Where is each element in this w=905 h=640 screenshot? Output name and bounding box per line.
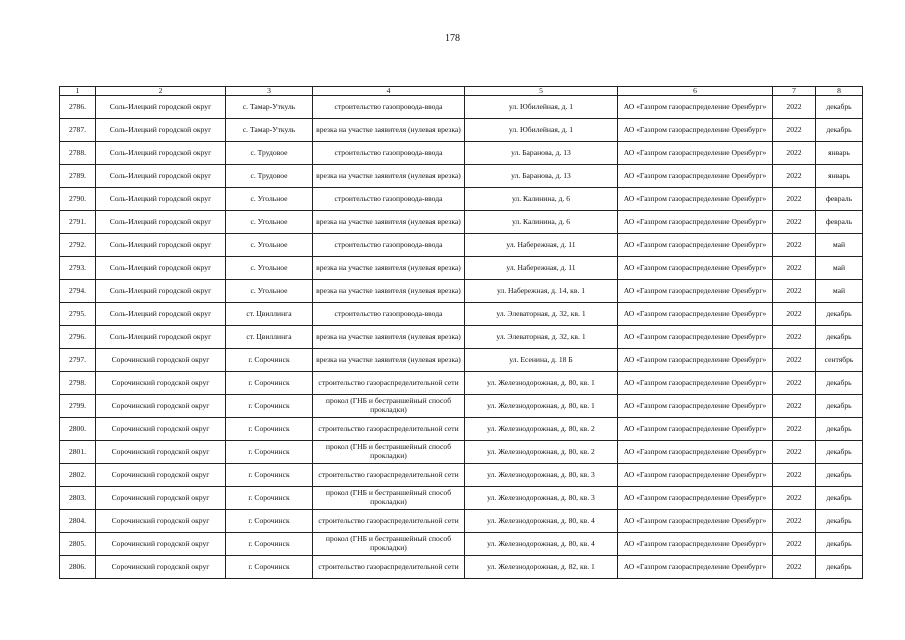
row-number-cell: 2795. — [60, 303, 96, 326]
year-cell: 2022 — [773, 188, 816, 211]
district-cell: Соль-Илецкий городской округ — [96, 257, 226, 280]
address-cell: ул. Железнодорожная, д. 80, кв. 4 — [465, 533, 618, 556]
year-cell: 2022 — [773, 257, 816, 280]
district-cell: Сорочинский городской округ — [96, 349, 226, 372]
month-cell: декабрь — [816, 556, 863, 579]
settlement-cell: с. Тамар-Уткуль — [226, 119, 313, 142]
table-row — [60, 349, 863, 372]
organization-cell: АО «Газпром газораспределение Оренбург» — [618, 119, 773, 142]
month-cell: декабрь — [816, 464, 863, 487]
settlement-cell: ст. Цвиллинга — [226, 303, 313, 326]
district-cell: Сорочинский городской округ — [96, 441, 226, 464]
settlement-cell: г. Сорочинск — [226, 556, 313, 579]
table-row — [60, 533, 863, 556]
district-cell: Сорочинский городской округ — [96, 372, 226, 395]
work-type-cell: строительство газопровода-ввода — [313, 303, 465, 326]
table-row — [60, 326, 863, 349]
work-type-cell: прокол (ГНБ и бестраншейный способ прокладки) — [313, 395, 465, 418]
month-cell: декабрь — [816, 418, 863, 441]
address-cell: ул. Железнодорожная, д. 80, кв. 3 — [465, 464, 618, 487]
year-cell: 2022 — [773, 280, 816, 303]
settlement-cell: г. Сорочинск — [226, 464, 313, 487]
organization-cell: АО «Газпром газораспределение Оренбург» — [618, 533, 773, 556]
month-cell: декабрь — [816, 372, 863, 395]
year-cell: 2022 — [773, 165, 816, 188]
address-cell: ул. Набережная, д. 14, кв. 1 — [465, 280, 618, 303]
table-row — [60, 395, 863, 418]
settlement-cell: г. Сорочинск — [226, 395, 313, 418]
district-cell: Соль-Илецкий городской округ — [96, 234, 226, 257]
year-cell: 2022 — [773, 372, 816, 395]
table-row — [60, 441, 863, 464]
settlement-cell: с. Угольное — [226, 188, 313, 211]
organization-cell: АО «Газпром газораспределение Оренбург» — [618, 510, 773, 533]
table-header-row — [60, 87, 863, 96]
organization-cell: АО «Газпром газораспределение Оренбург» — [618, 96, 773, 119]
organization-cell: АО «Газпром газораспределение Оренбург» — [618, 556, 773, 579]
month-cell: декабрь — [816, 441, 863, 464]
district-cell: Сорочинский городской округ — [96, 556, 226, 579]
table-row — [60, 188, 863, 211]
row-number-cell: 2802. — [60, 464, 96, 487]
work-type-cell: строительство газораспределительной сети — [313, 464, 465, 487]
address-cell: ул. Элеваторная, д. 32, кв. 1 — [465, 303, 618, 326]
work-type-cell: строительство газораспределительной сети — [313, 418, 465, 441]
district-cell: Соль-Илецкий городской округ — [96, 96, 226, 119]
work-type-cell: врезка на участке заявителя (нулевая врезка) — [313, 165, 465, 188]
district-cell: Соль-Илецкий городской округ — [96, 165, 226, 188]
month-cell: сентябрь — [816, 349, 863, 372]
settlement-cell: с. Тамар-Уткуль — [226, 96, 313, 119]
district-cell: Соль-Илецкий городской округ — [96, 280, 226, 303]
settlement-cell: г. Сорочинск — [226, 441, 313, 464]
address-cell: ул. Набережная, д. 11 — [465, 257, 618, 280]
address-cell: ул. Железнодорожная, д. 80, кв. 1 — [465, 372, 618, 395]
row-number-cell: 2791. — [60, 211, 96, 234]
address-cell: ул. Элеваторная, д. 32, кв. 1 — [465, 326, 618, 349]
table-row — [60, 165, 863, 188]
table-row — [60, 211, 863, 234]
work-type-cell: строительство газопровода-ввода — [313, 188, 465, 211]
address-cell: ул. Есенина, д. 18 Б — [465, 349, 618, 372]
column-header: 3 — [226, 87, 313, 96]
organization-cell: АО «Газпром газораспределение Оренбург» — [618, 487, 773, 510]
year-cell: 2022 — [773, 349, 816, 372]
column-header: 6 — [618, 87, 773, 96]
column-header: 7 — [773, 87, 816, 96]
work-type-cell: врезка на участке заявителя (нулевая врезка) — [313, 349, 465, 372]
year-cell: 2022 — [773, 234, 816, 257]
row-number-cell: 2788. — [60, 142, 96, 165]
address-cell: ул. Калинина, д. 6 — [465, 188, 618, 211]
table-row — [60, 372, 863, 395]
month-cell: февраль — [816, 188, 863, 211]
district-cell: Сорочинский городской округ — [96, 533, 226, 556]
work-type-cell: строительство газопровода-ввода — [313, 96, 465, 119]
row-number-cell: 2803. — [60, 487, 96, 510]
district-cell: Сорочинский городской округ — [96, 464, 226, 487]
month-cell: декабрь — [816, 96, 863, 119]
table-row — [60, 280, 863, 303]
settlement-cell: г. Сорочинск — [226, 349, 313, 372]
row-number-cell: 2801. — [60, 441, 96, 464]
year-cell: 2022 — [773, 211, 816, 234]
row-number-cell: 2804. — [60, 510, 96, 533]
address-cell: ул. Набережная, д. 11 — [465, 234, 618, 257]
work-type-cell: строительство газораспределительной сети — [313, 556, 465, 579]
address-cell: ул. Железнодорожная, д. 80, кв. 1 — [465, 395, 618, 418]
column-header: 4 — [313, 87, 465, 96]
settlement-cell: г. Сорочинск — [226, 533, 313, 556]
district-cell: Сорочинский городской округ — [96, 418, 226, 441]
row-number-cell: 2787. — [60, 119, 96, 142]
row-number-cell: 2798. — [60, 372, 96, 395]
district-cell: Сорочинский городской округ — [96, 487, 226, 510]
year-cell: 2022 — [773, 119, 816, 142]
work-type-cell: врезка на участке заявителя (нулевая врезка) — [313, 119, 465, 142]
settlement-cell: ст. Цвиллинга — [226, 326, 313, 349]
work-type-cell: строительство газораспределительной сети — [313, 372, 465, 395]
organization-cell: АО «Газпром газораспределение Оренбург» — [618, 395, 773, 418]
settlement-cell: с. Угольное — [226, 234, 313, 257]
month-cell: декабрь — [816, 510, 863, 533]
district-cell: Соль-Илецкий городской округ — [96, 211, 226, 234]
month-cell: май — [816, 280, 863, 303]
table-row — [60, 142, 863, 165]
month-cell: январь — [816, 165, 863, 188]
organization-cell: АО «Газпром газораспределение Оренбург» — [618, 441, 773, 464]
table-row — [60, 510, 863, 533]
organization-cell: АО «Газпром газораспределение Оренбург» — [618, 280, 773, 303]
month-cell: январь — [816, 142, 863, 165]
settlement-cell: г. Сорочинск — [226, 418, 313, 441]
settlement-cell: с. Угольное — [226, 257, 313, 280]
settlement-cell: с. Трудовое — [226, 165, 313, 188]
work-type-cell: прокол (ГНБ и бестраншейный способ прокладки) — [313, 487, 465, 510]
year-cell: 2022 — [773, 441, 816, 464]
address-cell: ул. Баранова, д. 13 — [465, 142, 618, 165]
month-cell: май — [816, 257, 863, 280]
district-cell: Сорочинский городской округ — [96, 510, 226, 533]
table-row — [60, 96, 863, 119]
district-cell: Соль-Илецкий городской округ — [96, 303, 226, 326]
organization-cell: АО «Газпром газораспределение Оренбург» — [618, 349, 773, 372]
settlement-cell: с. Трудовое — [226, 142, 313, 165]
row-number-cell: 2805. — [60, 533, 96, 556]
row-number-cell: 2792. — [60, 234, 96, 257]
address-cell: ул. Баранова, д. 13 — [465, 165, 618, 188]
table-row — [60, 464, 863, 487]
row-number-cell: 2794. — [60, 280, 96, 303]
work-type-cell: прокол (ГНБ и бестраншейный способ прокладки) — [313, 533, 465, 556]
address-cell: ул. Железнодорожная, д. 80, кв. 2 — [465, 418, 618, 441]
organization-cell: АО «Газпром газораспределение Оренбург» — [618, 188, 773, 211]
year-cell: 2022 — [773, 533, 816, 556]
settlement-cell: с. Угольное — [226, 280, 313, 303]
table-row — [60, 487, 863, 510]
table-row — [60, 257, 863, 280]
district-cell: Соль-Илецкий городской округ — [96, 119, 226, 142]
table-row — [60, 234, 863, 257]
work-type-cell: врезка на участке заявителя (нулевая врезка) — [313, 211, 465, 234]
row-number-cell: 2806. — [60, 556, 96, 579]
organization-cell: АО «Газпром газораспределение Оренбург» — [618, 303, 773, 326]
month-cell: декабрь — [816, 326, 863, 349]
organization-cell: АО «Газпром газораспределение Оренбург» — [618, 165, 773, 188]
row-number-cell: 2793. — [60, 257, 96, 280]
organization-cell: АО «Газпром газораспределение Оренбург» — [618, 326, 773, 349]
year-cell: 2022 — [773, 556, 816, 579]
year-cell: 2022 — [773, 464, 816, 487]
column-header: 5 — [465, 87, 618, 96]
address-cell: ул. Калинина, д. 6 — [465, 211, 618, 234]
month-cell: декабрь — [816, 395, 863, 418]
work-type-cell: строительство газораспределительной сети — [313, 510, 465, 533]
month-cell: май — [816, 234, 863, 257]
organization-cell: АО «Газпром газораспределение Оренбург» — [618, 464, 773, 487]
month-cell: декабрь — [816, 303, 863, 326]
table-row — [60, 418, 863, 441]
organization-cell: АО «Газпром газораспределение Оренбург» — [618, 372, 773, 395]
address-cell: ул. Юбилейная, д. 1 — [465, 119, 618, 142]
address-cell: ул. Железнодорожная, д. 80, кв. 2 — [465, 441, 618, 464]
address-cell: ул. Железнодорожная, д. 82, кв. 1 — [465, 556, 618, 579]
table-row — [60, 303, 863, 326]
district-cell: Соль-Илецкий городской округ — [96, 188, 226, 211]
column-header: 2 — [96, 87, 226, 96]
organization-cell: АО «Газпром газораспределение Оренбург» — [618, 211, 773, 234]
organization-cell: АО «Газпром газораспределение Оренбург» — [618, 234, 773, 257]
row-number-cell: 2800. — [60, 418, 96, 441]
work-type-cell: строительство газопровода-ввода — [313, 142, 465, 165]
table-body — [60, 96, 863, 579]
address-cell: ул. Юбилейная, д. 1 — [465, 96, 618, 119]
row-number-cell: 2799. — [60, 395, 96, 418]
address-cell: ул. Железнодорожная, д. 80, кв. 3 — [465, 487, 618, 510]
year-cell: 2022 — [773, 510, 816, 533]
month-cell: декабрь — [816, 533, 863, 556]
page-number: 178 — [445, 33, 460, 44]
year-cell: 2022 — [773, 418, 816, 441]
registry-table — [59, 86, 863, 579]
year-cell: 2022 — [773, 395, 816, 418]
table-row — [60, 119, 863, 142]
year-cell: 2022 — [773, 487, 816, 510]
settlement-cell: г. Сорочинск — [226, 487, 313, 510]
organization-cell: АО «Газпром газораспределение Оренбург» — [618, 257, 773, 280]
address-cell: ул. Железнодорожная, д. 80, кв. 4 — [465, 510, 618, 533]
table-row — [60, 556, 863, 579]
work-type-cell: врезка на участке заявителя (нулевая врезка) — [313, 280, 465, 303]
organization-cell: АО «Газпром газораспределение Оренбург» — [618, 142, 773, 165]
year-cell: 2022 — [773, 142, 816, 165]
organization-cell: АО «Газпром газораспределение Оренбург» — [618, 418, 773, 441]
district-cell: Соль-Илецкий городской округ — [96, 326, 226, 349]
year-cell: 2022 — [773, 96, 816, 119]
year-cell: 2022 — [773, 303, 816, 326]
column-header: 1 — [60, 87, 96, 96]
work-type-cell: прокол (ГНБ и бестраншейный способ прокладки) — [313, 441, 465, 464]
column-header: 8 — [816, 87, 863, 96]
settlement-cell: г. Сорочинск — [226, 372, 313, 395]
settlement-cell: г. Сорочинск — [226, 510, 313, 533]
row-number-cell: 2797. — [60, 349, 96, 372]
row-number-cell: 2786. — [60, 96, 96, 119]
settlement-cell: с. Угольное — [226, 211, 313, 234]
row-number-cell: 2789. — [60, 165, 96, 188]
month-cell: декабрь — [816, 487, 863, 510]
month-cell: февраль — [816, 211, 863, 234]
work-type-cell: врезка на участке заявителя (нулевая врезка) — [313, 257, 465, 280]
work-type-cell: строительство газопровода-ввода — [313, 234, 465, 257]
year-cell: 2022 — [773, 326, 816, 349]
month-cell: декабрь — [816, 119, 863, 142]
row-number-cell: 2790. — [60, 188, 96, 211]
work-type-cell: врезка на участке заявителя (нулевая врезка) — [313, 326, 465, 349]
district-cell: Соль-Илецкий городской округ — [96, 142, 226, 165]
district-cell: Сорочинский городской округ — [96, 395, 226, 418]
row-number-cell: 2796. — [60, 326, 96, 349]
